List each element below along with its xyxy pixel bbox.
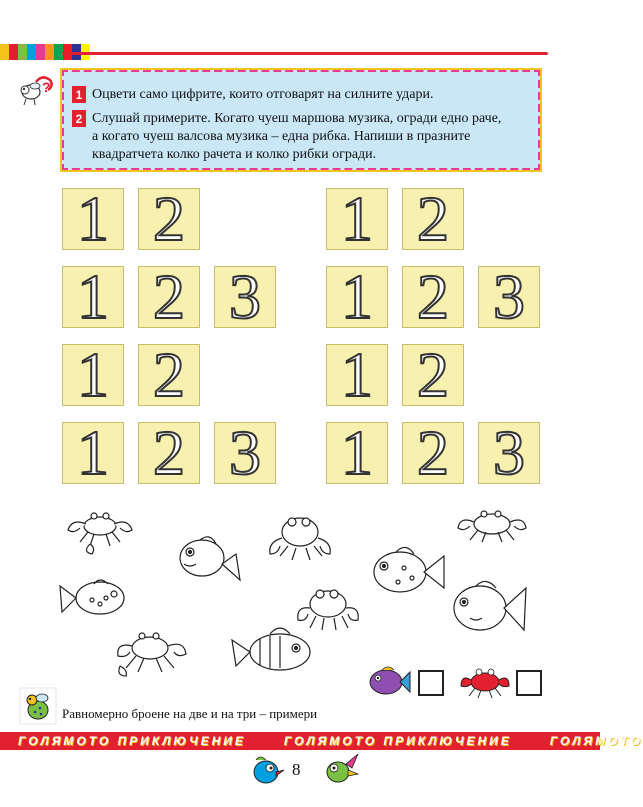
- digit-label: 2: [417, 339, 449, 410]
- digit-tile[interactable]: [402, 339, 464, 410]
- digit-tile[interactable]: [326, 417, 388, 488]
- crab-icon: [298, 590, 359, 630]
- digit-tile[interactable]: [326, 261, 388, 332]
- fish-icon: [180, 537, 240, 580]
- digit-label: 3: [493, 261, 525, 332]
- footer-bee-icon: [18, 686, 58, 726]
- task-bee-icon: [16, 70, 56, 110]
- digit-tile[interactable]: [326, 339, 388, 410]
- digit-label: 2: [417, 261, 449, 332]
- digit-tile[interactable]: [62, 261, 124, 332]
- digit-tile[interactable]: [326, 183, 388, 254]
- crab-icon: [270, 518, 331, 560]
- fish-count-box[interactable]: [418, 670, 444, 696]
- stripe-segment: [45, 44, 54, 60]
- digit-label: 1: [77, 417, 109, 488]
- bird-right-icon: [320, 752, 360, 786]
- colored-fish-icon: [366, 664, 412, 700]
- digit-tile[interactable]: [138, 183, 200, 254]
- crab-count-box[interactable]: [516, 670, 542, 696]
- fish-icon: [374, 547, 444, 592]
- colored-crab-icon: [460, 664, 510, 700]
- digit-tile[interactable]: [214, 417, 276, 488]
- footer-caption: Равномерно броене на две и на три – примери: [62, 706, 318, 721]
- crab-icon: [458, 511, 526, 542]
- header-rule: [62, 52, 548, 55]
- crab-icon: [68, 513, 132, 554]
- instruction-number: 2: [72, 110, 86, 127]
- digit-tile[interactable]: [138, 417, 200, 488]
- digit-tile[interactable]: [62, 417, 124, 488]
- digit-tile[interactable]: [62, 339, 124, 410]
- banner-text: ГОЛЯМОТО: [549, 734, 643, 748]
- digit-label: 3: [229, 261, 261, 332]
- digit-label: 1: [341, 261, 373, 332]
- digit-label: 2: [417, 183, 449, 254]
- instruction-1: [72, 86, 434, 104]
- digit-label: 2: [417, 417, 449, 488]
- digit-label: 1: [341, 339, 373, 410]
- digit-label: 2: [153, 183, 185, 254]
- digit-tile[interactable]: [138, 339, 200, 410]
- banner-text: ГОЛЯМОТО ПРИКЛЮЧЕНИЕ: [18, 734, 246, 748]
- digit-label: 2: [153, 339, 185, 410]
- instruction-2: [72, 110, 501, 164]
- digit-tile[interactable]: [402, 261, 464, 332]
- digit-label: 2: [153, 417, 185, 488]
- digit-tile[interactable]: [402, 417, 464, 488]
- stripe-segment: [18, 44, 27, 60]
- instruction-box: [60, 68, 542, 172]
- digit-label: 1: [77, 339, 109, 410]
- digit-tile[interactable]: [478, 261, 540, 332]
- digit-tile[interactable]: [478, 417, 540, 488]
- instruction-number: 1: [72, 86, 86, 103]
- digit-label: 3: [493, 417, 525, 488]
- fish-icon: [232, 628, 310, 670]
- stripe-segment: [0, 44, 9, 60]
- digit-tile[interactable]: [402, 183, 464, 254]
- digit-label: 1: [341, 417, 373, 488]
- digit-tile[interactable]: [214, 261, 276, 332]
- fish-icon: [454, 581, 526, 630]
- digit-label: 1: [341, 183, 373, 254]
- digit-label: 3: [229, 417, 261, 488]
- stripe-segment: [27, 44, 36, 60]
- page-number: 8: [292, 760, 301, 779]
- digit-tile[interactable]: [138, 261, 200, 332]
- instruction-text: Слушай примерите. Когато чуеш маршова музика, огради едно раче, а когато чуеш валсова музика – една рибка. Напиши в празните квадратчета колко рачета и колко рибки огради.: [92, 111, 502, 162]
- banner-text: ГОЛЯМОТО ПРИКЛЮЧЕНИЕ: [283, 734, 512, 748]
- stripe-segment: [36, 44, 45, 60]
- digit-label: 2: [153, 261, 185, 332]
- svg-text:?: ?: [42, 79, 51, 95]
- crab-icon: [118, 633, 186, 676]
- fish-icon: [60, 580, 124, 614]
- bird-left-icon: [246, 752, 286, 786]
- stripe-segment: [9, 44, 18, 60]
- digit-label: 1: [77, 261, 109, 332]
- instruction-text: Оцвети само цифрите, които отговарят на силните удари.: [92, 87, 434, 102]
- digit-tile[interactable]: [62, 183, 124, 254]
- digit-label: 1: [77, 183, 109, 254]
- series-banner: [0, 732, 643, 750]
